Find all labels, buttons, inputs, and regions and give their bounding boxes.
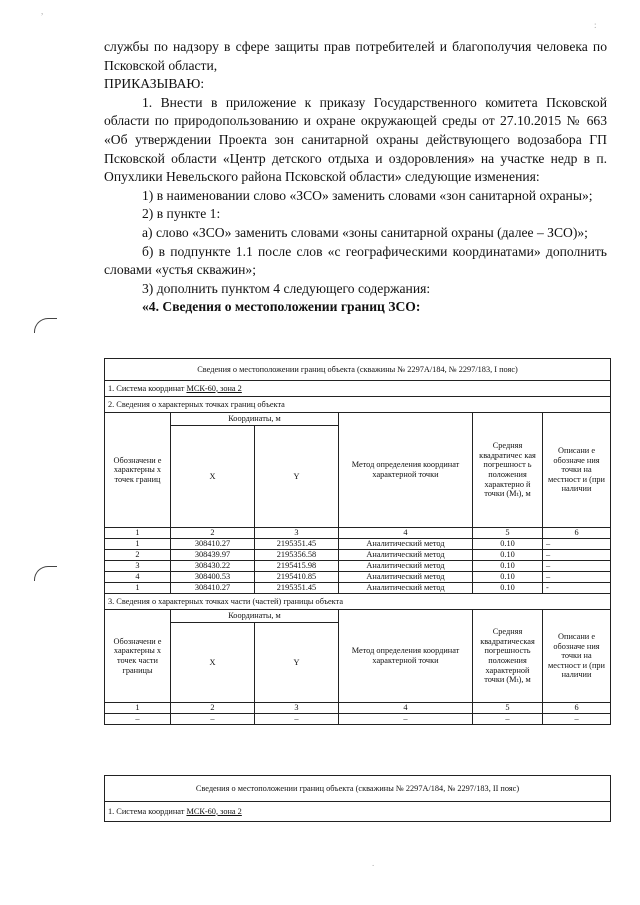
paragraph: 2) в пункте 1:	[142, 206, 221, 222]
table-row	[105, 572, 611, 583]
column-header-description: Описани е обозначе ния точки на местност и (при наличии	[543, 413, 611, 528]
coord-x: 308430.22	[171, 561, 255, 572]
coord-y: 2195410.85	[255, 572, 339, 583]
column-number: 3	[255, 703, 339, 714]
coordinate-system-row	[105, 802, 611, 822]
coord-x: 308400.53	[171, 572, 255, 583]
error: 0.10	[473, 561, 543, 572]
table-row	[105, 714, 611, 725]
point-label: 2	[105, 550, 171, 561]
table-row	[105, 550, 611, 561]
column-header-y: Y	[255, 426, 339, 528]
coordinate-system-name: МСК-60, зона 2	[186, 806, 242, 816]
coord-y: 2195415.98	[255, 561, 339, 572]
coord-y: 2195356.58	[255, 550, 339, 561]
paragraph: б) в подпункте 1.1 после слов «с географическими координатами» дополнить словами «устья скважин»;	[104, 243, 607, 278]
column-header-method: Метод определения координат характерной точки	[339, 413, 473, 528]
coord-x: 308410.27	[171, 583, 255, 594]
section-label: 3. Сведения о характерных точках части (частей) границы объекта	[105, 594, 611, 610]
error: 0.10	[473, 583, 543, 594]
coordinate-system-label: 1. Система координат	[108, 383, 187, 393]
column-number: 6	[543, 703, 611, 714]
method: Аналитический метод	[339, 550, 473, 561]
column-header-error: Средняя квадратическая погрешность положения характерной точки (Mₜ), м	[473, 610, 543, 703]
column-header-x: X	[171, 623, 255, 703]
column-number: 2	[171, 528, 255, 539]
description: –	[543, 561, 611, 572]
table-row	[105, 561, 611, 572]
empty-cell: –	[171, 714, 255, 725]
coord-x: 308410.27	[171, 539, 255, 550]
coordinate-system-name: МСК-60, зона 2	[186, 383, 242, 393]
column-header-coordinates: Координаты, м	[171, 413, 339, 426]
paragraph: 1) в наименовании слово «ЗСО» заменить словами «зон санитарной охраны»;	[142, 187, 593, 203]
corner-mark: ,	[41, 6, 44, 16]
table-title: Сведения о местоположении границ объекта (скважины № 2297А/184, № 2297/183, II пояс)	[105, 776, 611, 802]
column-header-y: Y	[255, 623, 339, 703]
description: –	[543, 550, 611, 561]
paragraph: а) слово «ЗСО» заменить словами «зоны санитарной охраны (далее – ЗСО)»;	[142, 224, 588, 240]
empty-cell: –	[255, 714, 339, 725]
description: –	[543, 572, 611, 583]
binder-hole-mark	[34, 566, 57, 581]
section-heading: «4. Сведения о местоположении границ ЗСО:	[142, 299, 421, 315]
column-number: 5	[473, 703, 543, 714]
order-heading: ПРИКАЗЫВАЮ:	[104, 76, 205, 92]
column-number: 2	[171, 703, 255, 714]
coordinate-system-row	[105, 381, 611, 397]
column-number: 6	[543, 528, 611, 539]
method: Аналитический метод	[339, 572, 473, 583]
point-label: 4	[105, 572, 171, 583]
paragraph: 1. Внести в приложение к приказу Государственного комитета Псковской области по природопользованию и охране окружающей среды от 27.10.2015 № 663 «Об утверждении Проекта зон санитарной охраны действующего водозабора ГП Псковской области «Центр детского отдыха и оздоровления» на участке недр в п. Опухлики Невельского района Псковской области» следующие изменения:	[104, 94, 607, 185]
table-title: Сведения о местоположении границ объекта (скважины № 2297А/184, № 2297/183, I пояс)	[105, 359, 611, 381]
column-header-designation: Обозначени е характерны х точек границ	[105, 413, 171, 528]
method: Аналитический метод	[339, 539, 473, 550]
table-row	[105, 583, 611, 594]
zone-1-boundary-table	[104, 358, 611, 725]
section-label: 2. Сведения о характерных точках границ объекта	[105, 397, 611, 413]
description: –	[543, 539, 611, 550]
zone-2-boundary-table	[104, 775, 611, 822]
coord-y: 2195351.45	[255, 539, 339, 550]
point-label: 1	[105, 583, 171, 594]
empty-cell: –	[339, 714, 473, 725]
column-header-method: Метод определения координат характерной точки	[339, 610, 473, 703]
column-header-description: Описани е обозначе ния точки на местност и (при наличии	[543, 610, 611, 703]
point-label: 1	[105, 539, 171, 550]
binder-hole-mark	[34, 318, 57, 333]
table-row	[105, 539, 611, 550]
paragraph: службы по надзору в сфере защиты прав потребителей и благополучия человека по Псковской области,	[104, 39, 607, 73]
column-number: 3	[255, 528, 339, 539]
paragraph: 3) дополнить пунктом 4 следующего содержания:	[142, 280, 431, 296]
column-number: 4	[339, 528, 473, 539]
order-body-text	[104, 38, 607, 317]
description: -	[543, 583, 611, 594]
column-header-coordinates: Координаты, м	[171, 610, 339, 623]
column-number: 1	[105, 528, 171, 539]
column-number: 5	[473, 528, 543, 539]
corner-mark: :	[594, 20, 597, 30]
point-label: 3	[105, 561, 171, 572]
method: Аналитический метод	[339, 583, 473, 594]
coordinate-system-label: 1. Система координат	[108, 806, 187, 816]
error: 0.10	[473, 572, 543, 583]
empty-cell: –	[105, 714, 171, 725]
coord-y: 2195351.45	[255, 583, 339, 594]
empty-cell: –	[543, 714, 611, 725]
empty-cell: –	[473, 714, 543, 725]
error: 0.10	[473, 539, 543, 550]
column-header-x: X	[171, 426, 255, 528]
method: Аналитический метод	[339, 561, 473, 572]
coord-x: 308439.97	[171, 550, 255, 561]
corner-mark: .	[372, 858, 375, 868]
column-number: 4	[339, 703, 473, 714]
column-header-designation: Обозначени е характерны х точек части границы	[105, 610, 171, 703]
column-header-error: Средняя квадратичес кая погрешност ь положения характерно й точки (Mₜ), м	[473, 413, 543, 528]
error: 0.10	[473, 550, 543, 561]
column-number: 1	[105, 703, 171, 714]
